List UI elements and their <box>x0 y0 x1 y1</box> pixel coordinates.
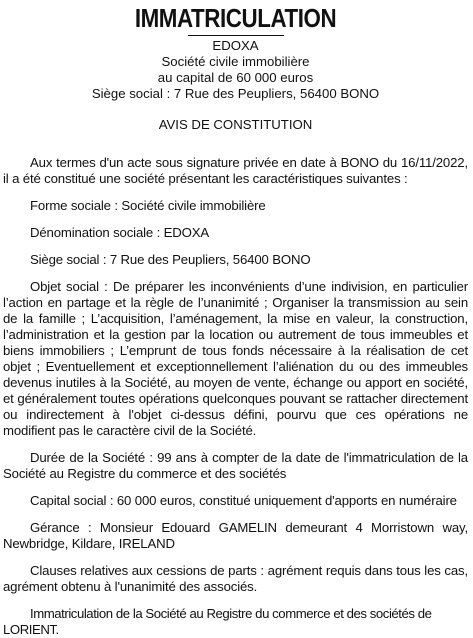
company-capital: au capital de 60 000 euros <box>157 70 314 85</box>
denomination-paragraph: Dénomination sociale : EDOXA <box>30 225 210 240</box>
company-siege: Siège social : 7 Rue des Peupliers, 56400 BONO <box>91 86 380 101</box>
clauses-paragraph: Clauses relatives aux cessions de parts : agrément requis dans tous les cas, agrément obtenu à l'unanimité des associés. <box>3 563 468 594</box>
capital-paragraph: Capital social : 60 000 euros, constitué uniquement d'apports en numéraire <box>30 493 457 508</box>
company-type: Société civile immobilière <box>161 54 310 69</box>
duree-paragraph: Durée de la Société : 99 ans à compter de la date de l'immatriculation de la Société au Registre du commerce et des sociétés <box>3 450 468 481</box>
title-underline <box>188 35 284 36</box>
notice-body <box>3 155 468 638</box>
siege-paragraph: Siège social : 7 Rue des Peupliers, 56400 BONO <box>30 252 311 267</box>
notice-title: IMMATRICULATION <box>134 3 337 33</box>
forme-sociale-paragraph: Forme sociale : Société civile immobilière <box>30 198 266 213</box>
intro-paragraph: Aux termes d'un acte sous signature privée en date à BONO du 16/11/2022, il a été constitué une société présentant les caractéristiques suivantes : <box>3 155 468 186</box>
immatriculation-paragraph: Immatriculation de la Société au Registre du commerce et des sociétés de LORIENT. <box>3 606 432 637</box>
gerance-paragraph: Gérance : Monsieur Edouard GAMELIN demeurant 4 Morristown way, Newbridge, Kildare, IRELAND <box>3 520 468 551</box>
avis-heading: AVIS DE CONSTITUTION <box>158 117 313 132</box>
company-header <box>3 38 468 102</box>
objet-social-paragraph: Objet social : De préparer les inconvénients d’une indivision, en particulier l’action en partage et la règle de l’unanimité ; Organiser la transmission au sein de la famille ; L’acquisition, l’aménagement, la mise en valeur, la construction, l’administration et la gestion par la location ou autrement de tous immeubles et biens immobiliers ; L’emprunt de tous fonds nécessaire à la réalisation de cet objet ; Eventuellement et exceptionnellement l’aliénation du ou des immeubles devenus inutiles à la Société, au moyen de vente, échange ou apport en société, et généralement toutes opérations quelconques pouvant se rattacher directement ou indirectement à l'objet ci-dessus défini, pourvu que ces opérations ne modifient pas le caractère civil de la Société. <box>3 279 468 438</box>
company-name: EDOXA <box>212 38 259 53</box>
